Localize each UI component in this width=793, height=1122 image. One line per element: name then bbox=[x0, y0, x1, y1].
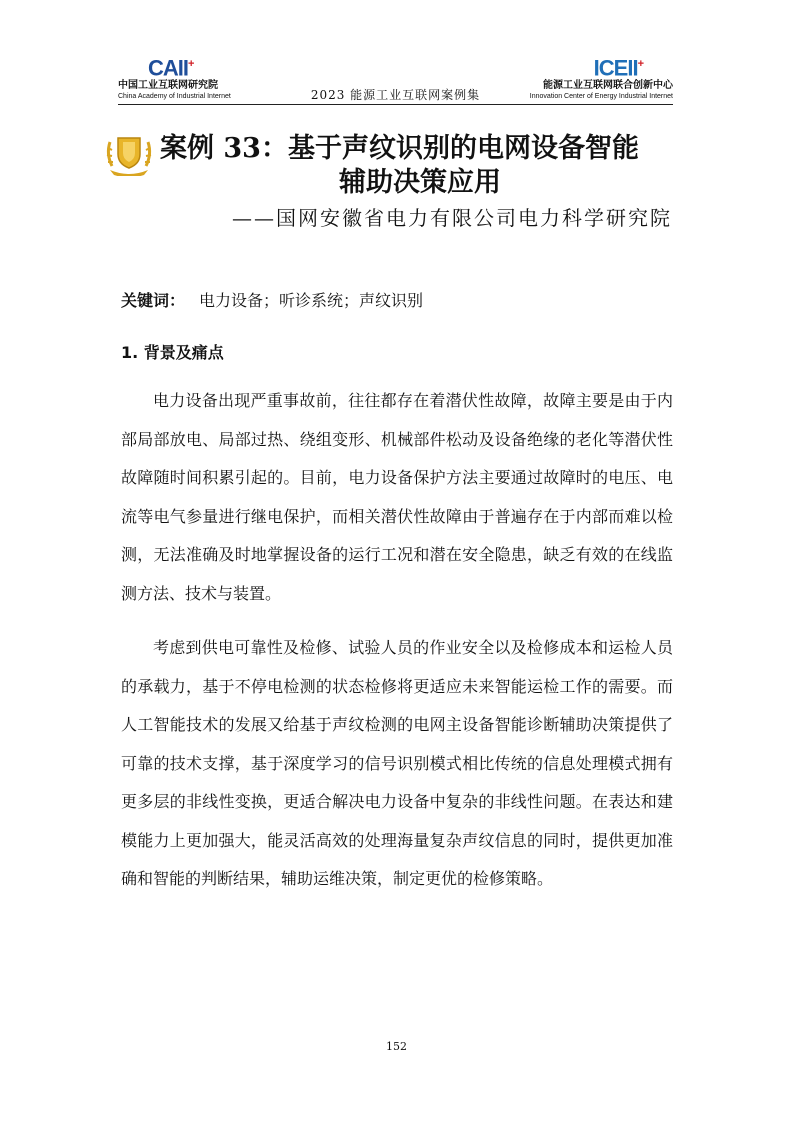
section-heading: 1. 背景及痛点 bbox=[121, 343, 224, 362]
iceii-logo-name-en: Innovation Center of Energy Industrial Internet bbox=[529, 93, 673, 101]
paragraph-2: 考虑到供电可靠性及检修、试验人员的作业安全以及检修成本和运检人员的承载力，基于不停电检测的状态检修将更适应未来智能运检工作的需要。而人工智能技术的发展又给基于声纹检测的电网主设备智能诊断辅助决策提供了可靠的技术支撑，基于深度学习的信号识别模式相比传统的信息处理模式拥有更多层的非线性变换，更适合解决电力设备中复杂的非线性问题。在表达和建模能力上更加强大，能灵活高效的处理海量复杂声纹信息的同时，提供更加准确和智能的判断结果，辅助运维决策，制定更优的检修策略。 bbox=[121, 638, 673, 888]
caii-logo-name: 中国工业互联网研究院 bbox=[118, 80, 218, 92]
page-header bbox=[118, 52, 673, 104]
keywords-line bbox=[121, 288, 423, 311]
article-title-line2: 辅助决策应用 bbox=[339, 167, 501, 198]
paragraph-1: 电力设备出现严重事故前，往往都存在着潜伏性故障，故障主要是由于内部局部放电、局部过热、绕组变形、机械部件松动及设备绝缘的老化等潜伏性故障随时间积累引起的。目前，电力设备保护方法主要通过故障时的电压、电流等电气参量进行继电保护，而相关潜伏性故障由于普遍存在于内部而难以检测，无法准确及时地掌握设备的运行工况和潜在安全隐患，缺乏有效的在线监测方法、技术与装置。 bbox=[121, 391, 673, 603]
page-number: 152 bbox=[386, 1040, 407, 1053]
iceii-logo bbox=[523, 52, 673, 102]
article-subtitle: ——国网安徽省电力有限公司电力科学研究院 bbox=[232, 206, 672, 230]
caii-logo-mark: CAII+ bbox=[148, 55, 194, 81]
gold-medal-icon bbox=[104, 132, 154, 176]
iceii-logo-name: 能源工业互联网联合创新中心 bbox=[543, 80, 673, 92]
iceii-logo-mark-text: ICEII bbox=[593, 55, 638, 81]
header-divider bbox=[118, 104, 673, 105]
keywords-label: 关键词： bbox=[121, 291, 186, 310]
caii-logo-name-en: China Academy of Industrial Internet bbox=[118, 93, 231, 101]
article-title-line1: 案例 33：基于声纹识别的电网设备智能 bbox=[160, 133, 639, 164]
keywords-value: 电力设备；听诊系统；声纹识别 bbox=[199, 291, 424, 310]
header-title: 2023 能源工业互联网案例集 bbox=[310, 88, 481, 102]
iceii-logo-mark: ICEII+ bbox=[593, 55, 643, 81]
article-title bbox=[160, 132, 680, 200]
caii-logo-mark-text: CAII bbox=[148, 55, 188, 81]
